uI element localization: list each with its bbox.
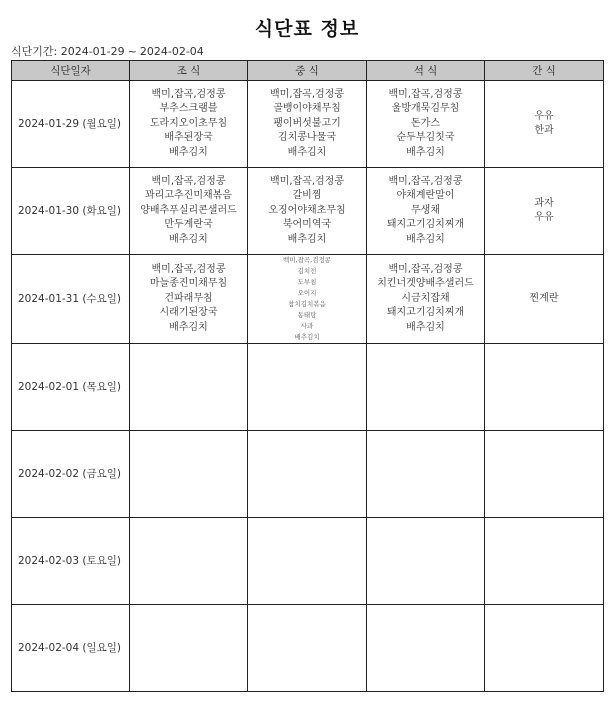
- menu-item: 시금치잡채: [401, 292, 450, 304]
- menu-item-list: [485, 292, 603, 307]
- menu-item: 양배추푸실리콘샐러드: [140, 204, 237, 216]
- menu-item: 김치콩나물국: [278, 132, 336, 144]
- lunch-cell: [248, 81, 367, 168]
- menu-item: 돼지고기김치찌개: [386, 219, 465, 231]
- lunch-cell: [248, 344, 367, 431]
- menu-item: 만두계란국: [164, 219, 213, 231]
- table-row: [12, 605, 604, 692]
- lunch-cell: [248, 518, 367, 605]
- lunch-cell: [248, 605, 367, 692]
- menu-item: 골뱅이야채무침: [273, 103, 341, 115]
- menu-item: 배추김치: [294, 333, 320, 341]
- breakfast-cell: [130, 518, 248, 605]
- dinner-cell: [367, 431, 485, 518]
- menu-item: 배추김치: [169, 233, 208, 245]
- menu-item: 건파래무침: [164, 292, 213, 304]
- menu-item: 마늘종진미채무침: [149, 278, 228, 290]
- menu-item: 찐계란: [529, 292, 559, 304]
- menu-item-list: [367, 263, 484, 336]
- menu-item: 한과: [534, 125, 554, 136]
- menu-item: 야채계란말이: [396, 190, 455, 202]
- menu-item: 백미,잡곡,검정콩: [151, 88, 226, 100]
- menu-item-list: [367, 88, 484, 161]
- menu-item: 팽이버섯불고기: [273, 117, 341, 129]
- menu-item: 도라지오이초무침: [149, 117, 228, 129]
- menu-item: 백미,잡곡,검정콩: [388, 175, 463, 187]
- meal-table: [11, 60, 604, 692]
- table-row: [12, 255, 604, 344]
- menu-item: 우유: [534, 110, 554, 122]
- menu-item: 백미,잡곡,검정콩: [270, 175, 344, 187]
- menu-item: 부추스크램블: [159, 103, 218, 115]
- menu-item-list: [130, 263, 247, 336]
- menu-item: 배추김치: [169, 146, 208, 158]
- header-lunch: 중 식: [248, 61, 367, 81]
- table-row: [12, 518, 604, 605]
- menu-item: 우유: [534, 212, 554, 223]
- header-date: 식단일자: [12, 61, 130, 81]
- breakfast-cell: [130, 81, 248, 168]
- date-cell: 2024-01-31 (수요일): [12, 255, 130, 344]
- breakfast-cell: [130, 255, 248, 344]
- snack-cell: [485, 431, 604, 518]
- snack-cell: [485, 255, 604, 344]
- menu-item: 돈가스: [411, 117, 440, 129]
- menu-item: 백미,잡곡,검정콩: [151, 175, 226, 187]
- menu-item: 배추김치: [406, 146, 445, 158]
- period-separator: ~: [127, 45, 137, 58]
- menu-item: 백미,잡곡,검정콩: [282, 256, 332, 264]
- menu-item: 배추김치: [287, 146, 327, 158]
- period-start: 식단기간: 2024-01-29: [11, 45, 125, 58]
- menu-item: 순두부김칫국: [396, 132, 455, 144]
- menu-item: 울방개묵김무침: [391, 103, 460, 115]
- dinner-cell: [367, 255, 485, 344]
- dinner-cell: [367, 168, 485, 255]
- menu-item: 배추된장국: [164, 132, 213, 144]
- menu-item: 도부침: [297, 278, 317, 286]
- date-cell: 2024-01-29 (월요일): [12, 81, 130, 168]
- menu-item: 배추김치: [169, 321, 208, 333]
- header-snack: 간 식: [485, 61, 604, 81]
- menu-item: 배추김치: [406, 233, 445, 245]
- menu-item: 과자: [534, 197, 554, 209]
- menu-item: 배추김치: [287, 233, 327, 245]
- menu-item: 북어미역국: [282, 219, 332, 231]
- breakfast-cell: [130, 605, 248, 692]
- lunch-cell: [248, 431, 367, 518]
- snack-cell: [485, 81, 604, 168]
- date-cell: 2024-02-01 (목요일): [12, 344, 130, 431]
- lunch-cell: [248, 168, 367, 255]
- menu-item-list: [248, 175, 366, 248]
- dinner-cell: [367, 344, 485, 431]
- menu-item: 무생채: [411, 204, 440, 216]
- menu-item: 오징어야채초무침: [268, 204, 346, 216]
- table-row: [12, 431, 604, 518]
- snack-cell: [485, 518, 604, 605]
- table-row: [12, 168, 604, 255]
- table-body: [12, 81, 604, 692]
- header-breakfast: 조 식: [130, 61, 248, 81]
- date-cell: 2024-02-03 (토요일): [12, 518, 130, 605]
- menu-item-list: [367, 175, 484, 248]
- breakfast-cell: [130, 431, 248, 518]
- header-dinner: 석 식: [367, 61, 485, 81]
- menu-item-list: [248, 255, 366, 343]
- menu-item: 꽈리고추진미채볶음: [145, 190, 232, 202]
- menu-item: 돼지고기김치찌개: [386, 307, 465, 319]
- table-row: [12, 81, 604, 168]
- page-title: 식단표 정보: [254, 18, 360, 40]
- table-row: [12, 344, 604, 431]
- menu-item: 김치전: [297, 267, 317, 275]
- menu-item: 백미,잡곡,검정콩: [270, 88, 344, 100]
- breakfast-cell: [130, 344, 248, 431]
- menu-item-list: [485, 110, 603, 139]
- snack-cell: [485, 344, 604, 431]
- menu-item-list: [248, 88, 366, 161]
- date-cell: 2024-01-30 (화요일): [12, 168, 130, 255]
- menu-item: 백미,잡곡,검정콩: [388, 263, 463, 275]
- menu-item: 갈비찜: [292, 190, 322, 202]
- table-header-row: [12, 61, 604, 81]
- menu-item: 배추김치: [406, 321, 445, 333]
- menu-item: 오이지: [297, 289, 317, 297]
- menu-period: [11, 43, 204, 59]
- menu-item: 사과: [300, 322, 314, 330]
- menu-item: 백미,잡곡,검정콩: [388, 88, 463, 100]
- period-end: 2024-02-04: [139, 45, 204, 58]
- breakfast-cell: [130, 168, 248, 255]
- snack-cell: [485, 168, 604, 255]
- date-cell: 2024-02-04 (일요일): [12, 605, 130, 692]
- menu-item-list: [485, 197, 603, 226]
- dinner-cell: [367, 518, 485, 605]
- menu-item-list: [130, 175, 247, 248]
- snack-cell: [485, 605, 604, 692]
- menu-item: 참치김치볶음: [288, 300, 326, 308]
- menu-item: 시래기된장국: [159, 307, 218, 319]
- dinner-cell: [367, 605, 485, 692]
- lunch-cell: [248, 255, 367, 344]
- menu-item: 동태탕: [297, 311, 317, 319]
- menu-item: 백미,잡곡,검정콩: [151, 263, 226, 275]
- date-cell: 2024-02-02 (금요일): [12, 431, 130, 518]
- menu-item: 치킨너겟양배추샐러드: [377, 278, 474, 290]
- menu-item-list: [130, 88, 247, 161]
- dinner-cell: [367, 81, 485, 168]
